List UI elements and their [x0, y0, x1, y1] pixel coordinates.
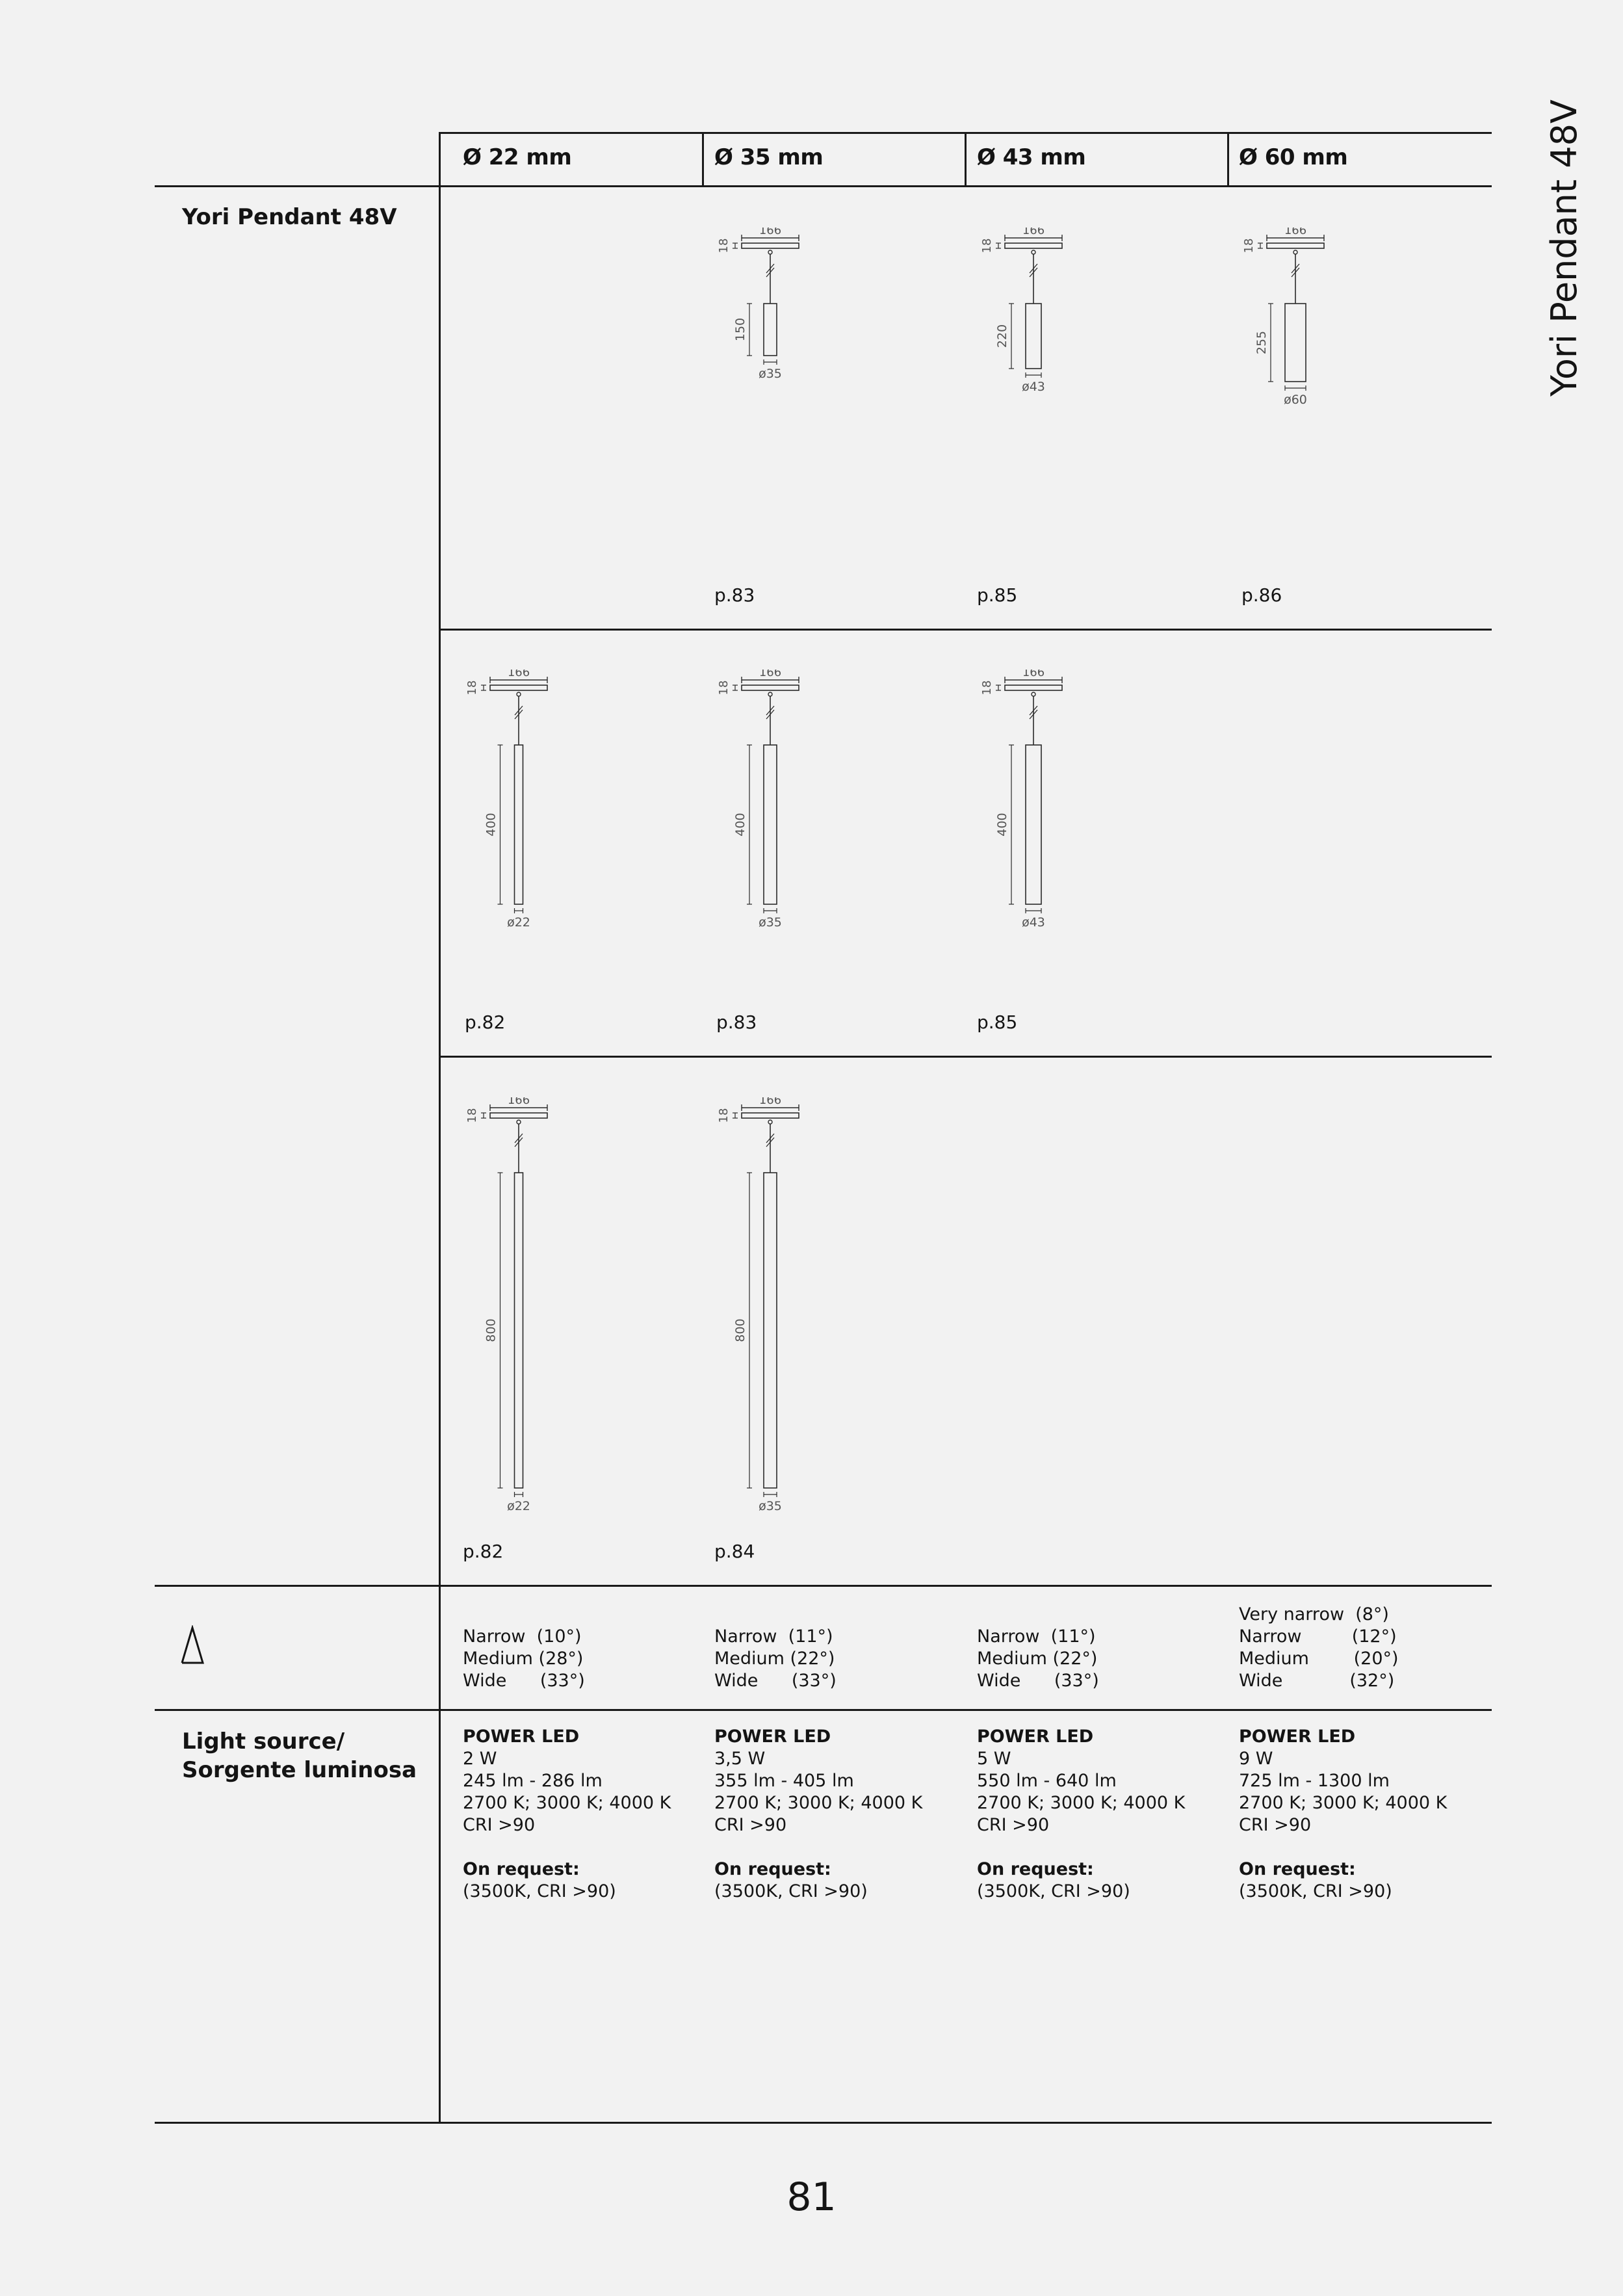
diameter-label: ø35 [759, 915, 782, 930]
length-label: 255 [1254, 330, 1269, 355]
diameter-label: ø22 [507, 1499, 530, 1513]
beam-angles-43: Narrow (11°) Medium (22°) Wide (33°) [977, 1626, 1099, 1691]
canopy-height-label: 18 [717, 680, 731, 696]
cable-connector [768, 692, 772, 696]
header-col-divider-3 [1227, 132, 1229, 185]
power: 5 W [977, 1749, 1011, 1769]
pendant-body [764, 304, 777, 356]
light-source-43 [977, 1726, 1185, 1903]
beam-row-top-line [155, 1585, 1492, 1587]
cri: CRI >90 [714, 1815, 787, 1835]
on-request-value: (3500K, CRI >90) [714, 1881, 868, 1901]
power: 2 W [463, 1749, 497, 1769]
page-ref[interactable]: p.86 [1241, 584, 1282, 606]
pendant-body [1026, 304, 1041, 369]
page-ref[interactable]: p.82 [463, 1541, 504, 1562]
canopy-height-label: 18 [1242, 238, 1256, 254]
header-col-divider-2 [965, 132, 967, 185]
canopy-width-label: 166 [1284, 228, 1307, 237]
canopy [742, 243, 799, 248]
pendant-drawing-r1c4 [1224, 228, 1367, 436]
cable-connector [517, 692, 521, 696]
beam-angle-icon [179, 1625, 205, 1669]
length-label: 800 [484, 1318, 499, 1342]
led-type: POWER LED [714, 1727, 831, 1747]
canopy-height-label: 18 [717, 238, 731, 254]
pendant-body [515, 745, 523, 904]
canopy-height-label: 18 [980, 238, 994, 254]
power: 9 W [1239, 1749, 1273, 1769]
pendant-drawing [699, 1097, 842, 1540]
cable-connector [768, 250, 772, 254]
power: 3,5 W [714, 1749, 766, 1769]
canopy-height-label: 18 [717, 1108, 731, 1123]
light-source-35 [714, 1726, 922, 1903]
length-label: 400 [995, 813, 1009, 837]
header-col-divider-1 [702, 132, 704, 185]
canopy [742, 1113, 799, 1118]
color-temperature: 2700 K; 3000 K; 4000 K [1239, 1793, 1448, 1813]
light-source-22 [463, 1726, 671, 1903]
pendant-body [1026, 745, 1041, 904]
row-header-light-source: Light source/ Sorgente luminosa [182, 1729, 417, 1783]
pendant-body [515, 1173, 523, 1488]
beam-angles-60: Very narrow (8°) Narrow (12°) Medium (20°) Wide (32°) [1239, 1604, 1399, 1691]
on-request-label: On request: [1239, 1859, 1356, 1879]
luminous-flux: 245 lm - 286 lm [463, 1771, 603, 1791]
length-label: 220 [995, 324, 1009, 348]
pendant-drawing [447, 1097, 590, 1540]
cable-connector [1032, 692, 1035, 696]
cri: CRI >90 [977, 1815, 1050, 1835]
page-ref[interactable]: p.85 [977, 584, 1018, 606]
luminous-flux: 725 lm - 1300 lm [1239, 1771, 1390, 1791]
table-bottom-line [155, 2122, 1492, 2124]
on-request-value: (3500K, CRI >90) [463, 1881, 616, 1901]
canopy-width-label: 166 [759, 228, 782, 237]
color-temperature: 2700 K; 3000 K; 4000 K [714, 1793, 923, 1813]
color-temperature: 2700 K; 3000 K; 4000 K [977, 1793, 1186, 1813]
canopy [1267, 243, 1324, 248]
diameter-label: ø35 [759, 367, 782, 381]
pendant-drawing [962, 228, 1105, 421]
cable-connector [1032, 250, 1035, 254]
color-temperature: 2700 K; 3000 K; 4000 K [463, 1793, 671, 1813]
row-header-product: Yori Pendant 48V [182, 204, 397, 230]
table-left-divider [439, 132, 441, 2122]
beam-angles-22: Narrow (10°) Medium (28°) Wide (33°) [463, 1626, 585, 1691]
diameter-label: ø43 [1022, 380, 1045, 394]
canopy [1005, 243, 1062, 248]
canopy-width-label: 166 [507, 1097, 530, 1107]
beam-angles-35: Narrow (11°) Medium (22°) Wide (33°) [714, 1626, 837, 1691]
pendant-drawing [962, 670, 1105, 956]
page-number: 81 [786, 2174, 837, 2220]
column-header-60: Ø 60 mm [1239, 144, 1348, 170]
pendant-drawing-r3c2 [699, 1097, 842, 1543]
header-bottom-line [155, 185, 1492, 187]
led-type: POWER LED [463, 1727, 580, 1747]
canopy [490, 1113, 547, 1118]
canopy [1005, 685, 1062, 690]
cable-connector [768, 1120, 772, 1124]
diameter-label: ø22 [507, 915, 530, 930]
pendant-drawing [447, 670, 590, 956]
pendant-drawing [1224, 228, 1367, 434]
on-request-label: On request: [463, 1859, 580, 1879]
canopy-width-label: 166 [507, 670, 530, 679]
column-header-35: Ø 35 mm [714, 144, 824, 170]
pendant-drawing-r3c1 [447, 1097, 590, 1543]
pendant-body [764, 1173, 777, 1488]
length-label: 400 [733, 813, 747, 837]
cable-connector [1293, 250, 1297, 254]
pendant-drawing-r2c1 [447, 670, 590, 959]
page-ref[interactable]: p.83 [714, 584, 755, 606]
pendant-drawing-r2c3 [962, 670, 1105, 959]
pendant-drawing-r2c2 [699, 670, 842, 959]
page-ref[interactable]: p.84 [714, 1541, 755, 1562]
canopy-height-label: 18 [465, 1108, 479, 1123]
diameter-label: ø35 [759, 1499, 782, 1513]
cri: CRI >90 [1239, 1815, 1312, 1835]
on-request-label: On request: [714, 1859, 831, 1879]
canopy-height-label: 18 [465, 680, 479, 696]
canopy-width-label: 166 [759, 1097, 782, 1107]
page-ref[interactable]: p.83 [716, 1011, 757, 1033]
length-label: 400 [484, 813, 499, 837]
page-ref[interactable]: p.82 [465, 1011, 506, 1033]
luminous-flux: 355 lm - 405 lm [714, 1771, 854, 1791]
column-header-22: Ø 22 mm [463, 144, 572, 170]
light-row-top-line [155, 1709, 1492, 1711]
on-request-value: (3500K, CRI >90) [1239, 1881, 1392, 1901]
diameter-label: ø60 [1284, 393, 1307, 407]
on-request-value: (3500K, CRI >90) [977, 1881, 1130, 1901]
page-ref[interactable]: p.85 [977, 1011, 1018, 1033]
row1-divider [439, 629, 1492, 631]
pendant-drawing-r1c2 [699, 228, 842, 410]
canopy-width-label: 166 [1022, 228, 1045, 237]
luminous-flux: 550 lm - 640 lm [977, 1771, 1117, 1791]
column-header-43: Ø 43 mm [977, 144, 1086, 170]
led-type: POWER LED [1239, 1727, 1356, 1747]
canopy-width-label: 166 [759, 670, 782, 679]
canopy-height-label: 18 [980, 680, 994, 696]
pendant-body [1285, 304, 1306, 382]
cable-connector [517, 1120, 521, 1124]
on-request-label: On request: [977, 1859, 1094, 1879]
side-title: Yori Pendant 48V [1544, 99, 1585, 397]
diameter-label: ø43 [1022, 915, 1045, 930]
canopy [490, 685, 547, 690]
pendant-drawing-r1c3 [962, 228, 1105, 423]
pendant-drawing [699, 228, 842, 408]
length-label: 150 [733, 317, 747, 342]
cri: CRI >90 [463, 1815, 536, 1835]
pendant-drawing [699, 670, 842, 956]
row2-divider [439, 1056, 1492, 1058]
canopy [742, 685, 799, 690]
led-type: POWER LED [977, 1727, 1094, 1747]
pendant-body [764, 745, 777, 904]
canopy-width-label: 166 [1022, 670, 1045, 679]
light-source-60 [1239, 1726, 1447, 1903]
length-label: 800 [733, 1318, 747, 1342]
